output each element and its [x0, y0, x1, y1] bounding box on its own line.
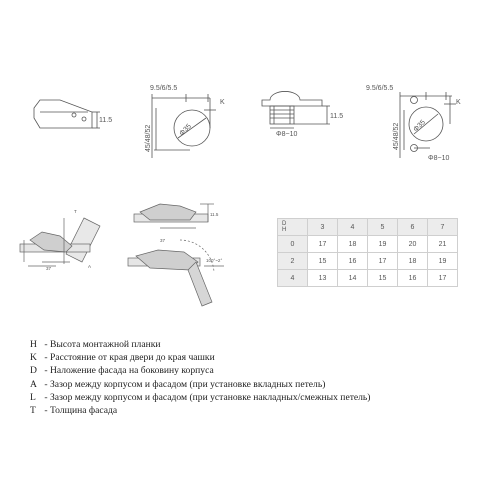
label-a: A	[88, 264, 92, 269]
table-cell: 17	[428, 270, 458, 287]
legend-symbol: H	[30, 339, 37, 350]
label-37b: 37	[160, 238, 166, 243]
hinge-profile-drawing	[34, 100, 100, 128]
table-row	[278, 253, 458, 270]
row-h-cell: 4	[278, 270, 308, 287]
corner-h-label: H	[282, 227, 287, 233]
installation-drawing-left	[20, 218, 100, 266]
height-label-1: 11.5	[99, 117, 113, 124]
header-cell: 5	[368, 219, 398, 236]
legend-text: - Высота монтажной планки	[44, 339, 161, 350]
table-header-row	[278, 219, 458, 236]
offset-label-2: 9.5/6/5.5	[150, 85, 178, 92]
table-cell: 21	[428, 236, 458, 253]
legend-symbol: D	[30, 365, 37, 377]
label-angle: 100°~2°	[206, 258, 223, 263]
header-cell: 7	[428, 219, 458, 236]
label-11: 11.5	[210, 212, 219, 217]
legend-text: - Наложение фасада на боковину корпуса	[44, 365, 214, 377]
cup-section-drawing	[262, 91, 330, 128]
header-cell: 4	[338, 219, 368, 236]
table-cell: 15	[308, 253, 338, 270]
table-cell: 20	[398, 236, 428, 253]
table-cell: 17	[308, 236, 338, 253]
table-cell: 18	[398, 253, 428, 270]
table-cell: 19	[368, 236, 398, 253]
k-label-4: K	[456, 99, 461, 106]
installation-drawing-top	[134, 204, 214, 228]
legend-text: - Толщина фасада	[44, 404, 118, 416]
legend-item	[30, 404, 490, 417]
legend-item	[30, 364, 490, 377]
legend-symbol: K	[30, 352, 37, 364]
legend	[30, 338, 490, 417]
legend-text: - Зазор между корпусом и фасадом (при установке накладных/смежных петель)	[44, 391, 371, 403]
table-cell: 14	[338, 270, 368, 287]
legend-item	[30, 351, 490, 364]
legend-symbol: L	[30, 391, 36, 403]
legend-text: - Зазор между корпусом и фасадом (при установке вкладных петель)	[44, 378, 326, 390]
offset-label-4: 9.5/6/5.5	[366, 85, 394, 92]
label-37: 37	[46, 266, 52, 271]
legend-item	[30, 391, 490, 404]
dowel-label-3: Φ8~10	[276, 131, 298, 138]
table-row	[278, 270, 458, 287]
header-cell: 3	[308, 219, 338, 236]
table-row	[278, 236, 458, 253]
table-cell: 13	[308, 270, 338, 287]
installation-drawing-open	[128, 240, 224, 306]
table-cell: 18	[338, 236, 368, 253]
height-label-3: 11.5	[330, 113, 344, 120]
dowel-layout-drawing	[400, 92, 456, 158]
corner-d-label: D	[282, 221, 287, 227]
legend-symbol: A	[30, 378, 37, 390]
legend-symbol: T	[30, 404, 36, 416]
table-cell: 19	[428, 253, 458, 270]
cup-label-4: Φ35	[412, 119, 427, 134]
legend-item	[30, 338, 490, 351]
header-cell: 6	[398, 219, 428, 236]
cup-label-2: Φ35	[178, 123, 193, 138]
distance-label-2: 45/48/52	[145, 124, 152, 152]
legend-text: - Расстояние от края двери до края чашки	[44, 352, 215, 364]
row-h-cell: 0	[278, 236, 308, 253]
overlay-table	[277, 218, 458, 287]
table-cell: 15	[368, 270, 398, 287]
table-cell: 16	[398, 270, 428, 287]
dowel-label-4: Φ8~10	[428, 155, 450, 162]
table-cell: 16	[338, 253, 368, 270]
label-t: T	[74, 209, 77, 214]
row-h-cell: 2	[278, 253, 308, 270]
legend-item	[30, 378, 490, 391]
table-corner	[278, 219, 308, 236]
k-label-2: K	[220, 99, 225, 106]
distance-label-4: 45/48/52	[393, 122, 400, 150]
table-cell: 17	[368, 253, 398, 270]
